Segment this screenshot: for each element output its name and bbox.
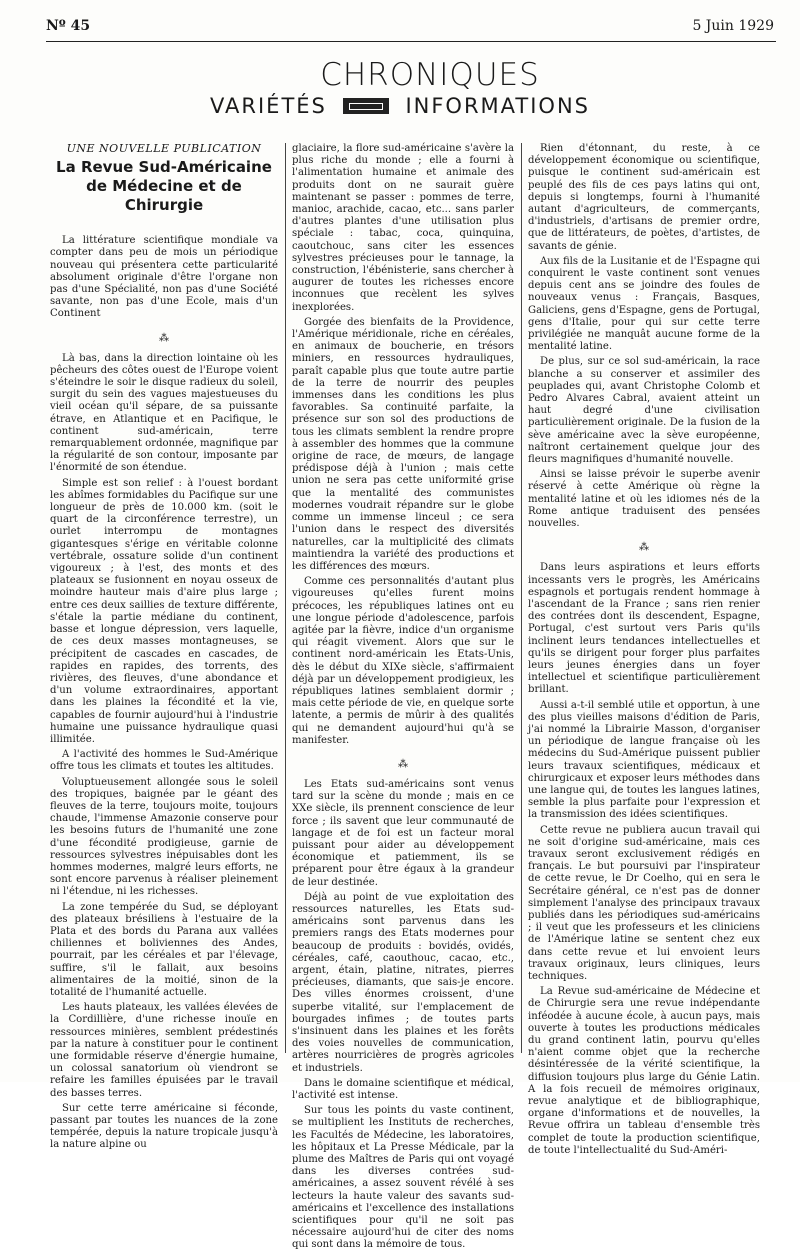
article-title-line-2: de Médecine et de Chirurgie bbox=[86, 177, 242, 215]
paragraph: Aussi a-t-il semblé utile et opportun, à une des plus vieilles maisons d'édition de Paris, j'ai nommé la Librairie Masson, d'organiser un périodique de langue française où les médecins du Sud-Amérique puissent publier leurs travaux scientifiques, médicaux et chirurgicaux et exposer leurs méthodes dans une langue qui, de toutes les langues latines, semble la plus parfaite pour l'expression et la transmission des idées scientifiques. bbox=[528, 699, 760, 821]
issue-date: 5 Juin 1929 bbox=[692, 18, 774, 34]
header-rule bbox=[46, 41, 776, 42]
section-separator: ⁂ bbox=[159, 332, 169, 344]
paragraph: Cette revue ne publiera aucun travail qui ne soit d'origine sud-américaine, mais ces travaux seront exclusivement rédigés en français. Le but poursuivi par l'inspirateur de cette revue, le Dr Coelho, qui en sera le Secrétaire général, ce n'est pas de donner simplement l'analyse des principaux travaux publiés dans les périodiques sud-américains ; il veut que les professeurs et les cliniciens de l'Amérique latine se sentent chez eux dans cette revue et lui envoient leurs travaux originaux, leurs cliniques, leurs techniques. bbox=[528, 824, 760, 982]
masthead-right: INFORMATIONS bbox=[405, 94, 590, 118]
paragraph: Dans leurs aspirations et leurs efforts incessants vers le progrès, les Américains espagnols et portugais rendent hommage à l'ascendant de la France ; sans rien renier des contrées dont ils descendent, Espagne, Portugal, c'est surtout vers Paris qu'ils inclinent leurs tendances intellectuelles et qu'ils se dirigent pour forger plus parfaites leurs jeunes énergies dans un foyer intellectuel et scientifique particulièrement brillant. bbox=[528, 562, 760, 696]
paragraph: Sur cette terre américaine si féconde, passant par toutes les nuances de la zone tempérée, depuis la nature tropicale jusqu'à la nature alpine ou bbox=[50, 1102, 278, 1151]
paragraph: Dans le domaine scientifique et médical, l'activité est intense. bbox=[292, 1077, 514, 1102]
paragraph: De plus, sur ce sol sud-américain, la race blanche a su conserver et assimiler des peuplades qui, avant Christophe Colomb et Pedro Alvares Cabral, avaient atteint un haut degré d'une civilisation particulièrement originale. De la fusion de la sève américaine avec la sève européenne, naîtront certainement quelque jour des fleurs magnifiques d'humanité nouvelle. bbox=[528, 356, 760, 466]
paragraph: A l'activité des hommes le Sud-Amérique offre tous les climats et toutes les altitudes. bbox=[50, 749, 278, 773]
article-title-line-1: La Revue Sud-Américaine bbox=[56, 158, 272, 177]
article-kicker: UNE NOUVELLE PUBLICATION bbox=[66, 142, 262, 155]
paragraph: Déjà au point de vue exploitation des ressources naturelles, les Etats sud-américains sont parvenus dans les premiers rangs des Etats modernes pour beaucoup de produits : bovidés, ovidés, céréales, café, caouthouc, cacao, etc., argent, étain, platine, nitrates, pierres précieuses, diamants, que sais-je encore. Des villes énormes croissent, d'une superbe vitalité, sur l'emplacement de bourgades infimes ; de toutes parts s'insinuent dans les plaines et les forêts des voies nouvelles de communication, artères nourricières de progrès agricoles et industriels. bbox=[292, 891, 514, 1074]
paragraph: Ainsi se laisse prévoir le superbe avenir réservé à cette Amérique où règne la mentalité latine et où les idiomes nés de la Rome antique traduisent des pensées nouvelles. bbox=[528, 469, 760, 530]
column-2 bbox=[292, 143, 514, 1255]
paragraph: Les hauts plateaux, les vallées élevées de la Cordillière, d'une richesse inouïe en ressources minières, semblent prédestinés par la nature à constituer pour le continent une formidable réserve d'énergie humaine, un colossal sanatorium où viendront se refaire les familles épuisées par le travail des basses terres. bbox=[50, 1002, 278, 1099]
paragraph: Comme ces personnalités d'autant plus vigoureuses qu'elles furent moins précoces, les républiques latines ont eu une longue période d'adolescence, parfois agitée par la fièvre, indice d'un organisme qui réagit vivement. Alors que sur le continent nord-américain les Etats-Unis, dès le début du XIXe siècle, s'affirmaient déjà par un développement prodigieux, les républiques latines semblaient dormir ; mais cette période de vie, en quelque sorte latente, a permis de mûrir à des qualités qui ne demandent aujourd'hui qu'à se manifester. bbox=[292, 576, 514, 746]
section-separator: ⁂ bbox=[398, 758, 408, 770]
paragraph: glaciaire, la flore sud-américaine s'avère la plus riche du monde ; elle a fourni à l'alimentation humaine et animale des produits dont on ne saurait guère maintenant se passer : pommes de terre, manioc, arachide, cacao, etc... sans parler d'autres plantes d'une utilisation plus spéciale : tabac, coca, quinquina, caoutchouc, sans citer les essences sylvestres précieuses pour le tannage, la construction, l'ébénisterie, sans chercher à augurer de toutes les richesses encore inconnues que recèlent les sylves inexplorées. bbox=[292, 143, 514, 313]
paragraph: Sur tous les points du vaste continent, se multiplient les Instituts de recherches, les Facultés de Médecine, les laboratoires, les hôpitaux et La Presse Médicale, par la plume des Maîtres de Paris qui ont voyagé dans les diverses contrées sud-américaines, a assez souvent révélé à ses lecteurs la haute valeur des savants sud-américains et l'excellence des installations scientifiques pour qu'il ne soit pas nécessaire aujourd'hui de citer des noms qui sont dans la mémoire de tous. bbox=[292, 1105, 514, 1251]
paragraph: La littérature scientifique mondiale va compter dans peu de mois un périodique nouveau qui présentera cette particularité absolument originale d'être l'organe non pas d'une Spécialité, non pas d'une Société savante, non pas d'une Ecole, mais d'un Continent bbox=[50, 235, 278, 320]
paragraph: Voluptueusement allongée sous le soleil des tropiques, baignée par le géant des fleuves de la terre, toujours moite, toujours chaude, l'immense Amazonie conserve pour les besoins futurs de l'humanité une zone d'une fécondité prodigieuse, garnie de ressources sylvestres inépuisables dont les hommes modernes, malgré leurs efforts, ne sont encore parvenus à réaliser pleinement ni l'étendue, ni les richesses. bbox=[50, 776, 278, 898]
column-divider bbox=[521, 143, 522, 1053]
paragraph: La zone tempérée du Sud, se déployant des plateaux brésiliens à l'estuaire de la Plata et des bords du Parana aux vallées chiliennes et boliviennes des Andes, pourrait, par les céréales et par l'élevage, suffire, s'il le fallait, aux besoins alimentaires de la moitié, sinon de la totalité de l'humanité actuelle. bbox=[50, 901, 278, 998]
paragraph: Aux fils de la Lusitanie et de l'Espagne qui conquirent le vaste continent sont venues depuis cent ans se joindre des foules de nouveaux venus : Français, Basques, Galiciens, gens d'Espagne, gens de Portugal, gens d'Italie, pour qui sur cette terre privilégiée ne manquât aucune forme de la mentalité latine. bbox=[528, 255, 760, 353]
paragraph: Simple est son relief : à l'ouest bordant les abîmes formidables du Pacifique sur une longueur de près de 10.000 km. (soit le quart de la circonférence terrestre), un ourlet interrompu de montagnes gigantesques s'érige en véritable colonne vertébrale, ossature solide d'un continent vigoureux ; à l'est, des monts et des plateaux se fusionnent en noyau osseux de moindre hauteur mais d'aire plus large ; entre ces deux saillies de texture différente, s'étale la partie médiane du continent, basse et longue dépression, vers laquelle, de ces deux masses montagneuses, se précipitent de cascades en cascades, de rapides en rapides, des torrents, des rivières, des fleuves, d'une abondance et d'un volume extraordinaires, apportant dans les plaines la fécondité et la vie, capables de fournir aujourd'hui à l'industrie humaine une puissance hydraulique quasi illimitée. bbox=[50, 477, 278, 745]
section-separator: ⁂ bbox=[639, 542, 649, 554]
paragraph: Gorgée des bienfaits de la Providence, l'Amérique méridionale, riche en céréales, en animaux de boucherie, en trésors miniers, en ressources hydrauliques, paraît capable plus que toute autre partie de la terre de nourrir des peuples immenses dans les conditions les plus favorables. Sa continuité parfaite, la présence sur son sol des productions de tous les climats semblent la rendre propre à assembler des hommes que la commune origine de race, de mœurs, de langage prédispose déjà à l'union ; mais cette union ne sera pas cette uniformité grise que la mentalité des communistes modernes voudrait répandre sur le globe comme un immense linceul ; ce sera l'union dans le respect des diversités naturelles, car la multiplicité des climats maintiendra la variété des productions et les différences des mœurs. bbox=[292, 316, 514, 572]
column-divider bbox=[285, 143, 286, 1053]
paragraph: Rien d'étonnant, du reste, à ce développement économique ou scientifique, puisque le continent sud-américain est peuplé des fils de ces pays latins qui ont, depuis si longtemps, fourni à l'humanité autant d'agriculteurs, de commerçants, d'industriels, d'artisans de premier ordre, que de littérateurs, de poètes, d'artistes, de savants de génie. bbox=[528, 143, 760, 252]
article-title bbox=[50, 158, 278, 215]
masthead-subtitle bbox=[210, 91, 590, 121]
masthead-emblem-icon bbox=[343, 98, 389, 114]
masthead-title: CHRONIQUES bbox=[320, 57, 540, 93]
paragraph: Les Etats sud-américains sont venus tard sur la scène du monde ; mais en ce XXe siècle, ils prennent conscience de leur force ; ils savent que leur communauté de langage et de foi est un facteur moral puissant pour aider au développement économique et patiemment, ils se préparent pour être égaux à la grandeur de leur destinée. bbox=[292, 778, 514, 888]
paragraph: Là bas, dans la direction lointaine où les pêcheurs des côtes ouest de l'Europe voient s'éteindre le soir le disque radieux du soleil, surgit du sein des vagues majestueuses du vieil océan qu'il sépare, de sa puissante étrave, en Atlantique et en Pacifique, le continent sud-américain, terre remarquablement ordonnée, magnifique par la régularité de son contour, imposante par l'énormité de son étendue. bbox=[50, 352, 278, 474]
masthead-left: VARIÉTÉS bbox=[210, 94, 327, 118]
issue-number: Nº 45 bbox=[46, 18, 91, 34]
column-3 bbox=[528, 143, 760, 1160]
column-1 bbox=[50, 143, 278, 1155]
paragraph: La Revue sud-américaine de Médecine et de Chirurgie sera une revue indépendante inféodée à aucune école, à aucun pays, mais ouverte à toutes les productions médicales du grand continent latin, pourvu qu'elles n'aient comme objet que la recherche désintéressée de la vérité scientifique, la diffusion toujours plus large du Génie Latin. A la fois recueil de mémoires originaux, revue analytique et de bibliographique, organe d'informations et de nouvelles, la Revue offrira un tableau d'ensemble très complet de toute la production scientifique, de toute l'intellectualité du Sud-Améri- bbox=[528, 986, 760, 1156]
